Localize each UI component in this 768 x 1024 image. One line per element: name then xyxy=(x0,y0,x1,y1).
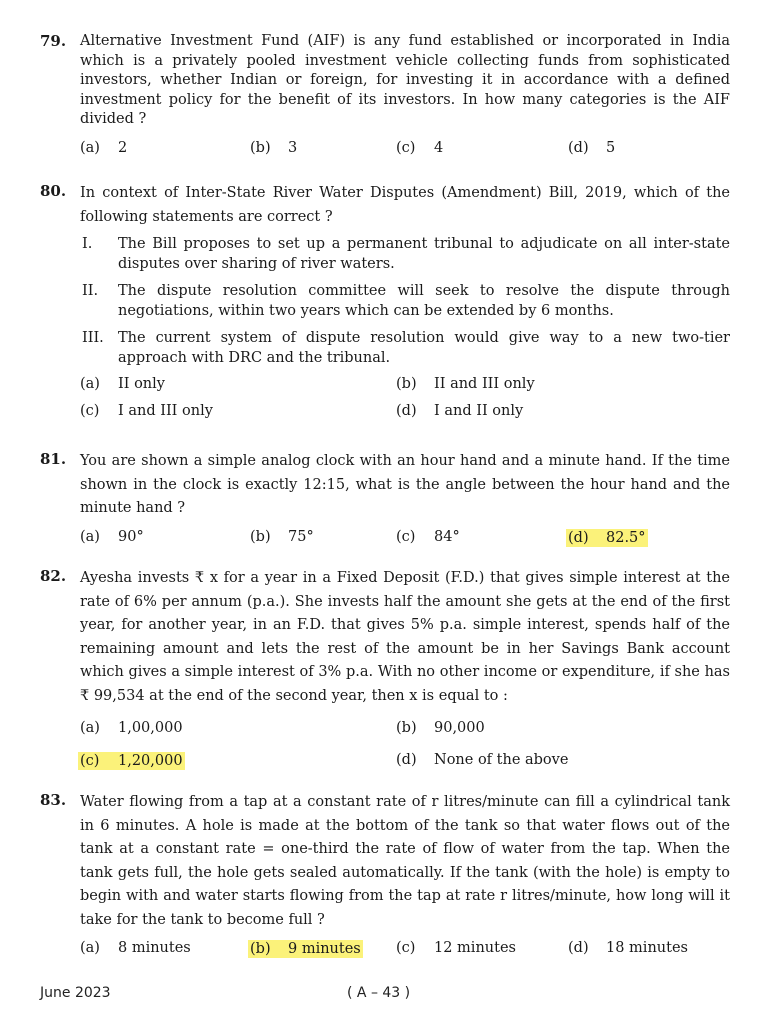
option-a[interactable]: (a) 1,00,000 xyxy=(80,720,183,736)
options-row xyxy=(40,752,730,774)
question-text: You are shown a simple analog clock with an hour hand and a minute hand. If the time shown in the clock is exactly 12:15, what is the angle between the hour hand and the minute hand ? xyxy=(80,453,730,516)
option-c[interactable]: (c) I and III only xyxy=(80,403,213,419)
question-text: Ayesha invests ₹ x for a year in a Fixed Deposit (F.D.) that gives simple interest at the rate of 6% per annum (p.a.). She invests half the amount she gets at the end of the first year, for another year, in an F.D. that gives 5% p.a. simple interest, spends half of the remaining amount and lets the rest of the amount be in her Savings Bank account which gives a simple interest of 3% p.a. With no other income or expenditure, if she has ₹ 99,534 at the end of the second year, then x is equal to : xyxy=(80,570,730,704)
question-text: In context of Inter-State River Water Disputes (Amendment) Bill, 2019, which of the following statements are correct ? xyxy=(80,185,730,225)
option-d[interactable]: (d) 5 xyxy=(568,139,616,156)
option-b[interactable]: (b) 75° xyxy=(250,528,314,545)
options-row xyxy=(40,376,730,403)
option-d[interactable]: (d) I and II only xyxy=(396,403,524,419)
option-b[interactable]: (b) 3 xyxy=(250,139,298,156)
question-82 xyxy=(40,567,730,774)
option-a[interactable]: (a) II only xyxy=(80,376,165,392)
question-text: Water flowing from a tap at a constant rate of r litres/minute can fill a cylindrical tank in 6 minutes. A hole is made at the bottom of the tank so that water flows out of the tank at a constant rate = one-third the rate of flow of water from the tap. When the tank gets full, the hole gets sealed automatically. If the tank (with the hole) is empty to begin with and water starts flowing from the tap at rate r litres/minute, how long will it take for the tank to become full ? xyxy=(80,794,730,928)
option-a[interactable]: (a) 90° xyxy=(80,528,144,545)
options-row xyxy=(40,720,730,752)
option-d-highlighted[interactable]: (d) 82.5° xyxy=(568,529,646,546)
statement-item: II. The dispute resolution committee will seek to resolve the dispute through negotiations, within two years which can be extended by 6 months. xyxy=(82,283,730,319)
question-number: 79. xyxy=(40,32,67,50)
option-c[interactable]: (c) 12 minutes xyxy=(396,940,516,956)
option-b-highlighted[interactable]: (b) 9 minutes xyxy=(250,941,361,957)
question-number: 80. xyxy=(40,182,67,200)
options-row xyxy=(40,140,730,162)
option-b[interactable]: (b) 90,000 xyxy=(396,720,485,736)
statement-item: I. The Bill proposes to set up a permanent tribunal to adjudicate on all inter-state disputes over sharing of river waters. xyxy=(82,236,730,272)
question-number: 81. xyxy=(40,450,67,468)
option-c[interactable]: (c) 84° xyxy=(396,528,460,545)
option-d[interactable]: (d) None of the above xyxy=(396,752,569,768)
question-80 xyxy=(40,182,730,425)
footer-date: June 2023 xyxy=(40,985,111,1001)
options-row xyxy=(40,403,730,425)
option-a[interactable]: (a) 2 xyxy=(80,139,128,156)
question-79 xyxy=(40,32,730,162)
question-text: Alternative Investment Fund (AIF) is any fund established or incorporated in India which is a privately pooled investment vehicle collecting funds from sophisticated investors, whether Indian or foreign, for investing it in accordance with a defined investment policy for the benefit of its investors. In how many categories is the AIF divided ? xyxy=(80,33,730,127)
options-row xyxy=(40,940,730,962)
question-81 xyxy=(40,450,730,551)
question-83 xyxy=(40,791,730,962)
option-a[interactable]: (a) 8 minutes xyxy=(80,940,191,956)
option-d[interactable]: (d) 18 minutes xyxy=(568,940,688,956)
statement-item: III. The current system of dispute resolution would give way to a new two-tier approach with DRC and the tribunal. xyxy=(82,330,730,366)
statement-list xyxy=(80,235,730,368)
option-b[interactable]: (b) II and III only xyxy=(396,376,535,392)
question-number: 82. xyxy=(40,567,67,585)
option-c[interactable]: (c) 4 xyxy=(396,139,444,156)
question-number: 83. xyxy=(40,791,67,809)
option-c-highlighted[interactable]: (c) 1,20,000 xyxy=(80,753,183,769)
page-number: ( A – 43 ) xyxy=(347,985,411,1001)
options-row xyxy=(40,529,730,551)
